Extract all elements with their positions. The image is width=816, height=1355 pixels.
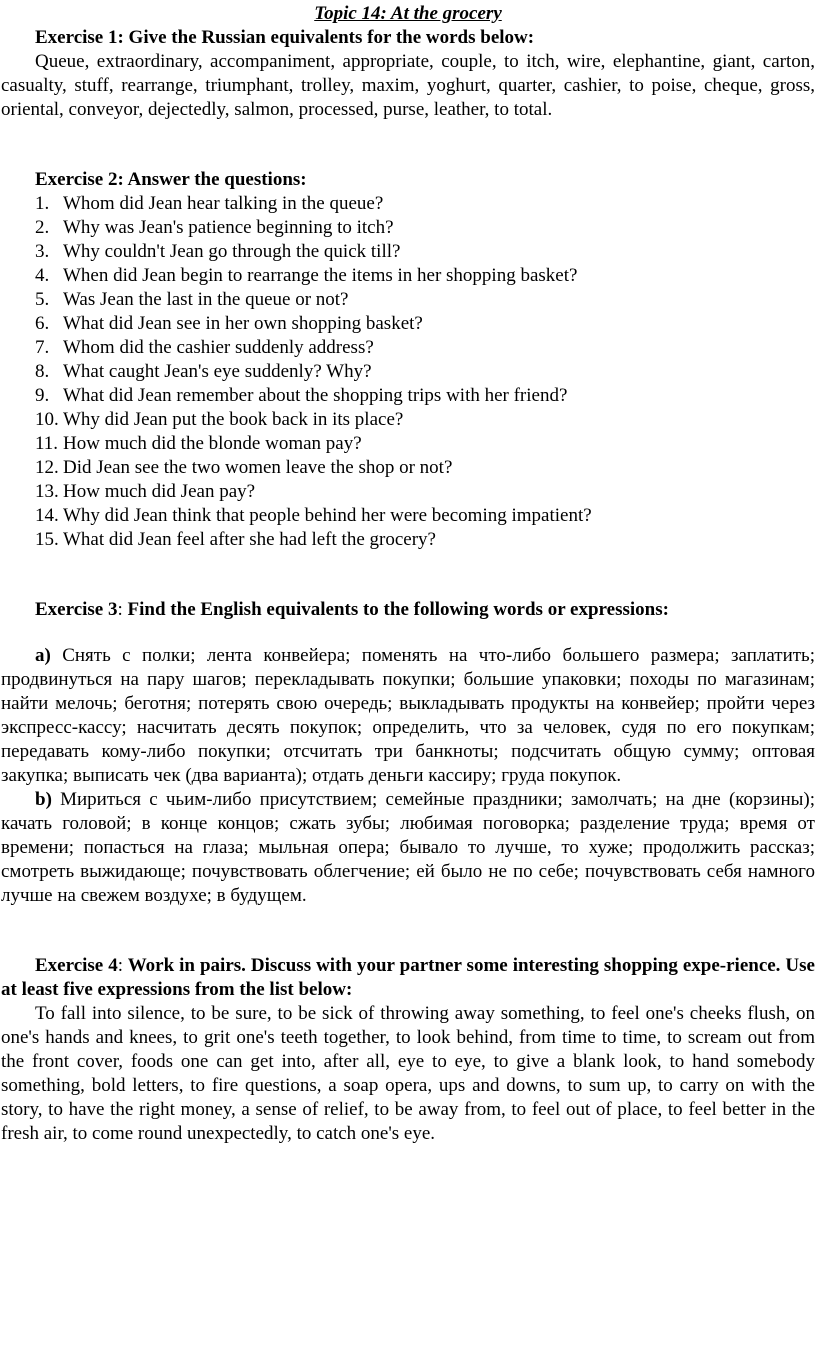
question-item (1, 240, 815, 264)
part-b-text: Мириться с чьим-либо присутствием; семейные праздники; замолчать; на дне (корзины); качать головой; в конце концов; сжать зубы; любимая поговорка; разделение труда; время от времени; попасться на глаза; мыльная опера; бывало то лучше, то хуже; продолжить рассказ; смотреть выжидающе; почувствовать облегчение; ей было не по себе; почувствовать себя намного лучше на свежем воздухе; в будущем. (1, 789, 815, 906)
question-item (1, 528, 815, 552)
question-number: 14. (35, 505, 59, 526)
question-number: 3. (35, 241, 50, 262)
question-item (1, 264, 815, 288)
question-list (1, 192, 815, 552)
question-text: Did Jean see the two women leave the shop or not? (63, 457, 453, 478)
exercise-3-title: Find the English equivalents to the following words or expressions: (122, 599, 669, 620)
question-text: How much did the blonde woman pay? (63, 433, 362, 454)
question-item (1, 360, 815, 384)
exercise-4-label: Exercise 4 (35, 955, 118, 976)
exercise-2-heading: Exercise 2: Answer the questions: (35, 169, 307, 190)
page-title: Topic 14: At the grocery (314, 3, 502, 24)
question-number: 5. (35, 289, 50, 310)
question-number: 6. (35, 313, 50, 334)
document-page (0, 2, 816, 1355)
part-b-label: b) (35, 789, 52, 810)
exercise-4-colon: : (117, 955, 124, 976)
question-item (1, 384, 815, 408)
question-item (1, 216, 815, 240)
question-text: Whom did Jean hear talking in the queue? (63, 193, 384, 214)
question-number: 11. (35, 433, 59, 454)
question-item (1, 504, 815, 528)
question-number: 8. (35, 361, 50, 382)
question-number: 9. (35, 385, 50, 406)
exercise-4-expression-list: To fall into silence, to be sure, to be sick of throwing away something, to feel one's cheeks flush, on one's hands and knees, to grit one's teeth together, to look behind, from time to time, to scream out from the front cover, foods one can get into, after all, eye to eye, to give a blank look, to hand somebody something, bold letters, to fire questions, a soap opera, ups and downs, to sum up, to carry on with the story, to have the right money, a sense of relief, to be away from, to feel out of place, to feel better in the fresh air, to come round unexpectedly, to catch one's eye. (1, 1003, 815, 1144)
question-text: How much did Jean pay? (63, 481, 256, 502)
question-item (1, 288, 815, 312)
exercise-1 (1, 26, 815, 122)
question-item (1, 456, 815, 480)
exercise-3-label: Exercise 3 (35, 599, 118, 620)
exercise-3-colon: : (117, 599, 123, 620)
part-a-text: Снять с полки; лента конвейера; поменять на что-либо большего размера; заплатить; продвинуться на пару шагов; перекладывать покупки; большие упаковки; походы по магазинам; найти мелочь; беготня; потерять свою очередь; выкладывать продукты на конвейер; пройти через экспресс-кассу; насчитать десять покупок; определить, что за человек, судя по его покупкам; передавать кому-либо покупки; отсчитать три банкноты; подсчитать общую сумму; оптовая закупка; выписать чек (два варианта); отдать деньги кассиру; груда покупок. (1, 645, 815, 786)
question-number: 4. (35, 265, 50, 286)
exercise-1-heading: Exercise 1: Give the Russian equivalents for the words below: (35, 27, 535, 48)
exercise-3 (1, 598, 815, 908)
question-number: 2. (35, 217, 50, 238)
exercise-1-word-list: Queue, extraordinary, accompaniment, appropriate, couple, to itch, wire, elephantine, giant, carton, casualty, stuff, rearrange, triumphant, trolley, maxim, yoghurt, quarter, cashier, to poise, cheque, gross, oriental, conveyor, dejectedly, salmon, processed, purse, leather, to total. (1, 51, 815, 120)
question-number: 10. (35, 409, 59, 430)
question-item (1, 336, 815, 360)
question-number: 13. (35, 481, 59, 502)
question-item (1, 432, 815, 456)
exercise-4 (1, 954, 815, 1146)
question-text: Why was Jean's patience beginning to itch? (63, 217, 394, 238)
exercise-3-part-a (1, 644, 815, 788)
question-number: 1. (35, 193, 50, 214)
question-item (1, 408, 815, 432)
exercise-4-heading (1, 954, 815, 1002)
question-text: What did Jean remember about the shopping trips with her friend? (63, 385, 568, 406)
question-text: Why did Jean think that people behind her were becoming impatient? (63, 505, 592, 526)
question-text: What caught Jean's eye suddenly? Why? (63, 361, 372, 382)
question-number: 7. (35, 337, 50, 358)
question-text: Whom did the cashier suddenly address? (63, 337, 374, 358)
question-number: 12. (35, 457, 59, 478)
question-text: Why couldn't Jean go through the quick till? (63, 241, 401, 262)
question-text: What did Jean feel after she had left the grocery? (63, 529, 436, 550)
exercise-4-title: Work in pairs. Discuss with your partner some interesting shopping expe-rience. Use at least five expressions from the list below: (1, 955, 815, 1000)
question-number: 15. (35, 529, 59, 550)
exercise-3-heading (1, 598, 815, 622)
exercise-3-part-b (1, 788, 815, 908)
question-item (1, 312, 815, 336)
question-text: What did Jean see in her own shopping basket? (63, 313, 423, 334)
question-text: Why did Jean put the book back in its place? (63, 409, 404, 430)
exercise-2 (1, 168, 815, 552)
question-text: Was Jean the last in the queue or not? (63, 289, 349, 310)
question-text: When did Jean begin to rearrange the items in her shopping basket? (63, 265, 578, 286)
question-item (1, 480, 815, 504)
part-a-label: a) (35, 645, 51, 666)
question-item (1, 192, 815, 216)
